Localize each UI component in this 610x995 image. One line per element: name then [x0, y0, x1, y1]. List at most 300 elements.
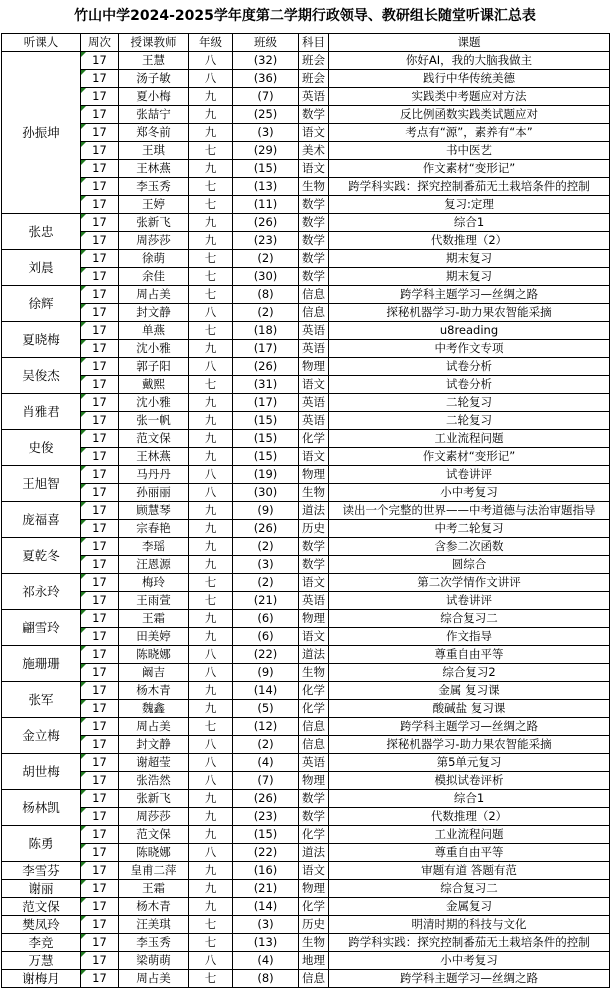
table-row [2, 376, 610, 394]
listener-cell: 胡世梅 [2, 754, 81, 790]
topic-cell: 尊重自由平等 [329, 646, 610, 664]
topic-cell: 综合1 [329, 790, 610, 808]
subject-cell: 化学 [299, 700, 329, 718]
teacher-cell: 王慧 [119, 52, 189, 70]
teacher-cell: 郑冬前 [119, 124, 189, 142]
subject-cell: 历史 [299, 916, 329, 934]
subject-cell: 信息 [299, 304, 329, 322]
week-cell: 17 [81, 826, 119, 844]
table-row [2, 736, 610, 754]
week-cell: 17 [81, 970, 119, 988]
grade-cell: 九 [189, 556, 233, 574]
table-row [2, 196, 610, 214]
table-row [2, 754, 610, 772]
class-cell: (16) [233, 862, 299, 880]
grade-cell: 七 [189, 196, 233, 214]
listener-cell: 樊凤玲 [2, 916, 81, 934]
header-listener: 听课人 [2, 34, 81, 52]
topic-cell: 金属 复习课 [329, 682, 610, 700]
class-cell: (14) [233, 898, 299, 916]
week-cell: 17 [81, 592, 119, 610]
page-title: 竹山中学2024-2025学年度第二学期行政领导、教研组长随堂听课汇总表 [74, 8, 536, 24]
table-row [2, 358, 610, 376]
topic-cell: 工业流程问题 [329, 430, 610, 448]
subject-cell: 语文 [299, 124, 329, 142]
table-row [2, 88, 610, 106]
week-cell: 17 [81, 376, 119, 394]
week-cell: 17 [81, 394, 119, 412]
week-cell: 17 [81, 106, 119, 124]
teacher-cell: 张一帆 [119, 412, 189, 430]
subject-cell: 语文 [299, 862, 329, 880]
subject-cell: 英语 [299, 394, 329, 412]
topic-cell: 酸碱盐 复习课 [329, 700, 610, 718]
listener-cell: 翩雪玲 [2, 610, 81, 646]
class-cell: (36) [233, 70, 299, 88]
table-row [2, 646, 610, 664]
grade-cell: 九 [189, 160, 233, 178]
listener-cell: 金立梅 [2, 718, 81, 754]
listener-cell: 孙振坤 [2, 52, 81, 214]
subject-cell: 物理 [299, 466, 329, 484]
topic-cell: 综合1 [329, 214, 610, 232]
teacher-cell: 梁萌萌 [119, 952, 189, 970]
teacher-cell: 陈晓娜 [119, 844, 189, 862]
table-row [2, 574, 610, 592]
topic-cell: 试卷讲评 [329, 592, 610, 610]
class-cell: (30) [233, 268, 299, 286]
table-row [2, 664, 610, 682]
subject-cell: 数学 [299, 556, 329, 574]
table-row [2, 592, 610, 610]
topic-cell: 圆综合 [329, 556, 610, 574]
table-row [2, 682, 610, 700]
subject-cell: 道法 [299, 844, 329, 862]
table-row [2, 412, 610, 430]
header-topic: 课题 [329, 34, 610, 52]
topic-cell: 作文指导 [329, 628, 610, 646]
class-cell: (8) [233, 286, 299, 304]
week-cell: 17 [81, 304, 119, 322]
table-row [2, 322, 610, 340]
topic-cell: 第二次学情作文讲评 [329, 574, 610, 592]
topic-cell: 代数推理（2） [329, 232, 610, 250]
week-cell: 17 [81, 268, 119, 286]
week-cell: 17 [81, 736, 119, 754]
week-cell: 17 [81, 250, 119, 268]
class-cell: (6) [233, 628, 299, 646]
subject-cell: 班会 [299, 70, 329, 88]
grade-cell: 九 [189, 826, 233, 844]
class-cell: (31) [233, 376, 299, 394]
listener-cell: 范文保 [2, 898, 81, 916]
listener-cell: 王旭智 [2, 466, 81, 502]
class-cell: (15) [233, 826, 299, 844]
teacher-cell: 王雨萱 [119, 592, 189, 610]
grade-cell: 九 [189, 340, 233, 358]
grade-cell: 八 [189, 646, 233, 664]
subject-cell: 信息 [299, 286, 329, 304]
teacher-cell: 孙丽丽 [119, 484, 189, 502]
grade-cell: 九 [189, 790, 233, 808]
table-row [2, 952, 610, 970]
class-cell: (17) [233, 340, 299, 358]
week-cell: 17 [81, 718, 119, 736]
class-cell: (6) [233, 610, 299, 628]
teacher-cell: 王林燕 [119, 160, 189, 178]
subject-cell: 数学 [299, 250, 329, 268]
table-row [2, 826, 610, 844]
listener-cell: 夏乾冬 [2, 538, 81, 574]
topic-cell: 实践类中考题应对方法 [329, 88, 610, 106]
class-cell: (22) [233, 844, 299, 862]
topic-cell: 跨学科实践：探究控制番茄无土栽培条件的控制 [329, 934, 610, 952]
subject-cell: 地理 [299, 952, 329, 970]
grade-cell: 九 [189, 412, 233, 430]
class-cell: (8) [233, 970, 299, 988]
topic-cell: 期末复习 [329, 250, 610, 268]
teacher-cell: 梅玲 [119, 574, 189, 592]
topic-cell: 含参二次函数 [329, 538, 610, 556]
header-grade: 年级 [189, 34, 233, 52]
teacher-cell: 范文保 [119, 826, 189, 844]
class-cell: (26) [233, 520, 299, 538]
week-cell: 17 [81, 646, 119, 664]
grade-cell: 七 [189, 376, 233, 394]
class-cell: (17) [233, 394, 299, 412]
table-row [2, 970, 610, 988]
table-row [2, 268, 610, 286]
topic-cell: 作文素材“变形记” [329, 448, 610, 466]
grade-cell: 七 [189, 250, 233, 268]
topic-cell: 试卷讲评 [329, 466, 610, 484]
subject-cell: 语文 [299, 160, 329, 178]
topic-cell: 作文素材“变形记” [329, 160, 610, 178]
week-cell: 17 [81, 538, 119, 556]
listener-cell: 陈勇 [2, 826, 81, 862]
grade-cell: 七 [189, 178, 233, 196]
grade-cell: 九 [189, 502, 233, 520]
week-cell: 17 [81, 142, 119, 160]
teacher-cell: 杨木青 [119, 898, 189, 916]
teacher-cell: 李玉秀 [119, 934, 189, 952]
class-cell: (5) [233, 700, 299, 718]
class-cell: (26) [233, 358, 299, 376]
subject-cell: 数学 [299, 106, 329, 124]
topic-cell: 试卷分析 [329, 358, 610, 376]
week-cell: 17 [81, 124, 119, 142]
grade-cell: 七 [189, 142, 233, 160]
header-class: 班级 [233, 34, 299, 52]
teacher-cell: 沈小雅 [119, 394, 189, 412]
listener-cell: 李竞 [2, 934, 81, 952]
grade-cell: 八 [189, 52, 233, 70]
subject-cell: 英语 [299, 592, 329, 610]
teacher-cell: 周占美 [119, 718, 189, 736]
topic-cell: 综合复习2 [329, 664, 610, 682]
observation-table [1, 33, 610, 988]
table-row [2, 772, 610, 790]
listener-cell: 史俊 [2, 430, 81, 466]
listener-cell: 祁永玲 [2, 574, 81, 610]
subject-cell: 英语 [299, 754, 329, 772]
subject-cell: 美术 [299, 142, 329, 160]
subject-cell: 语文 [299, 628, 329, 646]
teacher-cell: 王霜 [119, 610, 189, 628]
teacher-cell: 周占美 [119, 286, 189, 304]
teacher-cell: 宗春艳 [119, 520, 189, 538]
table-row [2, 610, 610, 628]
topic-cell: 复习:定理 [329, 196, 610, 214]
table-row [2, 286, 610, 304]
grade-cell: 九 [189, 448, 233, 466]
class-cell: (13) [233, 934, 299, 952]
week-cell: 17 [81, 808, 119, 826]
week-cell: 17 [81, 448, 119, 466]
listener-cell: 刘晨 [2, 250, 81, 286]
class-cell: (3) [233, 124, 299, 142]
week-cell: 17 [81, 880, 119, 898]
teacher-cell: 张喆宁 [119, 106, 189, 124]
table-row [2, 52, 610, 70]
class-cell: (13) [233, 178, 299, 196]
header-subject: 科目 [299, 34, 329, 52]
week-cell: 17 [81, 466, 119, 484]
grade-cell: 八 [189, 772, 233, 790]
listener-cell: 杨林凯 [2, 790, 81, 826]
class-cell: (21) [233, 880, 299, 898]
teacher-cell: 余佳 [119, 268, 189, 286]
subject-cell: 语文 [299, 574, 329, 592]
topic-cell: 明清时期的科技与文化 [329, 916, 610, 934]
week-cell: 17 [81, 898, 119, 916]
topic-cell: 践行中华传统美德 [329, 70, 610, 88]
class-cell: (15) [233, 430, 299, 448]
grade-cell: 九 [189, 394, 233, 412]
week-cell: 17 [81, 556, 119, 574]
teacher-cell: 杨木青 [119, 682, 189, 700]
class-cell: (21) [233, 592, 299, 610]
class-cell: (4) [233, 952, 299, 970]
listener-cell: 夏晓梅 [2, 322, 81, 358]
teacher-cell: 王林燕 [119, 448, 189, 466]
topic-cell: 代数推理（2） [329, 808, 610, 826]
table-row [2, 142, 610, 160]
class-cell: (12) [233, 718, 299, 736]
week-cell: 17 [81, 340, 119, 358]
grade-cell: 八 [189, 754, 233, 772]
topic-cell: 尊重自由平等 [329, 844, 610, 862]
subject-cell: 生物 [299, 934, 329, 952]
subject-cell: 历史 [299, 520, 329, 538]
table-row [2, 106, 610, 124]
topic-cell: 模拟试卷评析 [329, 772, 610, 790]
table-row [2, 862, 610, 880]
topic-cell: 综合复习二 [329, 610, 610, 628]
table-row [2, 700, 610, 718]
teacher-cell: 魏鑫 [119, 700, 189, 718]
teacher-cell: 周莎莎 [119, 808, 189, 826]
topic-cell: 二轮复习 [329, 412, 610, 430]
teacher-cell: 王霜 [119, 880, 189, 898]
table-row [2, 898, 610, 916]
grade-cell: 九 [189, 862, 233, 880]
listener-cell: 张忠 [2, 214, 81, 250]
topic-cell: 跨学科主题学习—丝绸之路 [329, 718, 610, 736]
week-cell: 17 [81, 520, 119, 538]
week-cell: 17 [81, 700, 119, 718]
subject-cell: 数学 [299, 268, 329, 286]
subject-cell: 道法 [299, 646, 329, 664]
subject-cell: 数学 [299, 808, 329, 826]
grade-cell: 九 [189, 124, 233, 142]
class-cell: (9) [233, 502, 299, 520]
topic-cell: 读出一个完整的世界——中考道德与法治审题指导 [329, 502, 610, 520]
table-row [2, 916, 610, 934]
teacher-cell: 封文静 [119, 304, 189, 322]
teacher-cell: 徐萌 [119, 250, 189, 268]
table-row [2, 160, 610, 178]
week-cell: 17 [81, 484, 119, 502]
subject-cell: 数学 [299, 538, 329, 556]
grade-cell: 八 [189, 952, 233, 970]
grade-cell: 九 [189, 538, 233, 556]
teacher-cell: 汪美琪 [119, 916, 189, 934]
listener-cell: 庞福喜 [2, 502, 81, 538]
class-cell: (23) [233, 808, 299, 826]
grade-cell: 八 [189, 736, 233, 754]
week-cell: 17 [81, 952, 119, 970]
topic-cell: 跨学科实践：探究控制番茄无土栽培条件的控制 [329, 178, 610, 196]
topic-cell: 探秘机器学习-助力果农智能采摘 [329, 304, 610, 322]
week-cell: 17 [81, 754, 119, 772]
topic-cell: 期末复习 [329, 268, 610, 286]
teacher-cell: 周莎莎 [119, 232, 189, 250]
week-cell: 17 [81, 682, 119, 700]
topic-cell: 小中考复习 [329, 484, 610, 502]
grade-cell: 八 [189, 466, 233, 484]
table-row [2, 628, 610, 646]
grade-cell: 九 [189, 898, 233, 916]
listener-cell: 徐辉 [2, 286, 81, 322]
table-body [2, 52, 610, 988]
topic-cell: 综合复习二 [329, 880, 610, 898]
grade-cell: 七 [189, 592, 233, 610]
teacher-cell: 单燕 [119, 322, 189, 340]
topic-cell: 跨学科主题学习—丝绸之路 [329, 970, 610, 988]
class-cell: (3) [233, 916, 299, 934]
class-cell: (2) [233, 574, 299, 592]
class-cell: (2) [233, 538, 299, 556]
subject-cell: 信息 [299, 718, 329, 736]
listener-cell: 万慧 [2, 952, 81, 970]
class-cell: (2) [233, 304, 299, 322]
week-cell: 17 [81, 772, 119, 790]
teacher-cell: 谢超莹 [119, 754, 189, 772]
class-cell: (3) [233, 556, 299, 574]
week-cell: 17 [81, 322, 119, 340]
subject-cell: 化学 [299, 682, 329, 700]
class-cell: (2) [233, 250, 299, 268]
subject-cell: 数学 [299, 232, 329, 250]
grade-cell: 九 [189, 520, 233, 538]
teacher-cell: 王琪 [119, 142, 189, 160]
grade-cell: 九 [189, 610, 233, 628]
teacher-cell: 戴熙 [119, 376, 189, 394]
teacher-cell: 陈晓娜 [119, 646, 189, 664]
listener-cell: 李雪芬 [2, 862, 81, 880]
class-cell: (9) [233, 664, 299, 682]
week-cell: 17 [81, 502, 119, 520]
topic-cell: u8reading [329, 322, 610, 340]
table-row [2, 70, 610, 88]
class-cell: (25) [233, 106, 299, 124]
listener-cell: 吴俊杰 [2, 358, 81, 394]
grade-cell: 八 [189, 70, 233, 88]
teacher-cell: 皇甫二萍 [119, 862, 189, 880]
grade-cell: 七 [189, 916, 233, 934]
table-row [2, 484, 610, 502]
grade-cell: 七 [189, 970, 233, 988]
teacher-cell: 张新飞 [119, 214, 189, 232]
table-row [2, 520, 610, 538]
topic-cell: 工业流程问题 [329, 826, 610, 844]
grade-cell: 九 [189, 682, 233, 700]
header-week: 周次 [81, 34, 119, 52]
table-row [2, 556, 610, 574]
grade-cell: 八 [189, 358, 233, 376]
teacher-cell: 夏小梅 [119, 88, 189, 106]
class-cell: (11) [233, 196, 299, 214]
table-row [2, 538, 610, 556]
topic-cell: 反比例函数实践类试题应对 [329, 106, 610, 124]
class-cell: (32) [233, 52, 299, 70]
table-row [2, 124, 610, 142]
week-cell: 17 [81, 610, 119, 628]
week-cell: 17 [81, 178, 119, 196]
table-row [2, 934, 610, 952]
subject-cell: 生物 [299, 664, 329, 682]
week-cell: 17 [81, 844, 119, 862]
teacher-cell: 顾慧琴 [119, 502, 189, 520]
class-cell: (23) [233, 232, 299, 250]
week-cell: 17 [81, 88, 119, 106]
class-cell: (2) [233, 736, 299, 754]
table-row [2, 790, 610, 808]
grade-cell: 七 [189, 286, 233, 304]
subject-cell: 数学 [299, 196, 329, 214]
topic-cell: 中考作文专项 [329, 340, 610, 358]
grade-cell: 九 [189, 808, 233, 826]
teacher-cell: 汪恩源 [119, 556, 189, 574]
table-row [2, 178, 610, 196]
table-row [2, 466, 610, 484]
teacher-cell: 马丹丹 [119, 466, 189, 484]
subject-cell: 语文 [299, 376, 329, 394]
table-row [2, 808, 610, 826]
listener-cell: 肖雅君 [2, 394, 81, 430]
teacher-cell: 周占美 [119, 970, 189, 988]
listener-cell: 施珊珊 [2, 646, 81, 682]
teacher-cell: 汤子敏 [119, 70, 189, 88]
week-cell: 17 [81, 430, 119, 448]
header-row [2, 34, 610, 52]
teacher-cell: 王婷 [119, 196, 189, 214]
subject-cell: 数学 [299, 790, 329, 808]
week-cell: 17 [81, 232, 119, 250]
week-cell: 17 [81, 790, 119, 808]
week-cell: 17 [81, 934, 119, 952]
